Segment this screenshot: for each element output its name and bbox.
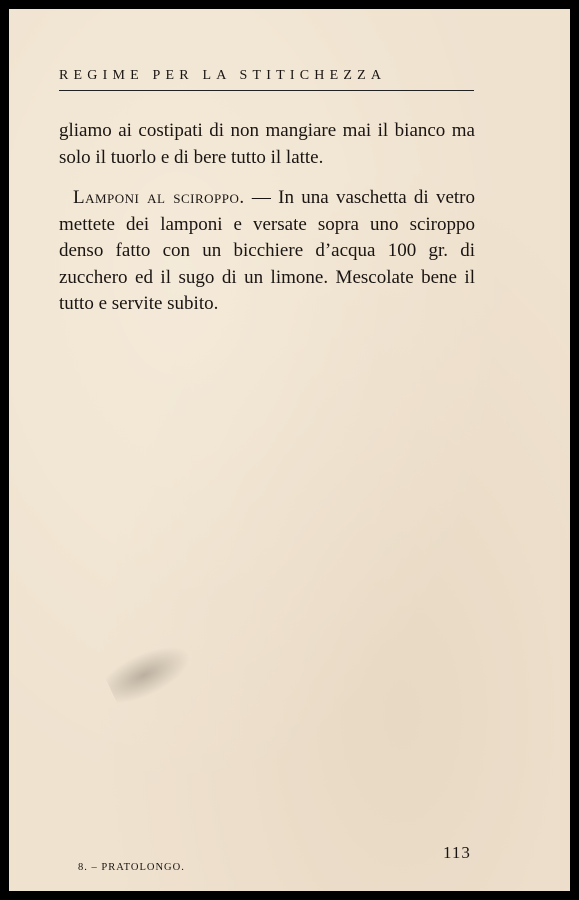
recipe-title: Lamponi al sciroppo.	[73, 187, 245, 208]
ink-smudge	[102, 632, 203, 711]
recipe-paragraph	[59, 185, 475, 318]
page-number: 113	[443, 843, 471, 862]
page-body	[59, 118, 475, 318]
header-rule	[59, 90, 474, 91]
recipe-text: — In una vaschetta di vetro mettete dei lamponi e versate sopra uno sciroppo denso fatto con un bicchiere d’acqua 100 gr. di zucchero ed il sugo di un limone. Mescolate bene il tutto e servite subito.	[59, 187, 475, 314]
running-header: REGIME PER LA STITICHEZZA	[59, 68, 387, 83]
continuation-paragraph: gliamo ai costipati di non mangiare mai il bianco ma solo il tuorlo e di bere tutto il latte.	[59, 120, 475, 168]
book-page	[9, 9, 570, 891]
printer-signature: 8. – PRATOLONGO.	[78, 862, 185, 873]
